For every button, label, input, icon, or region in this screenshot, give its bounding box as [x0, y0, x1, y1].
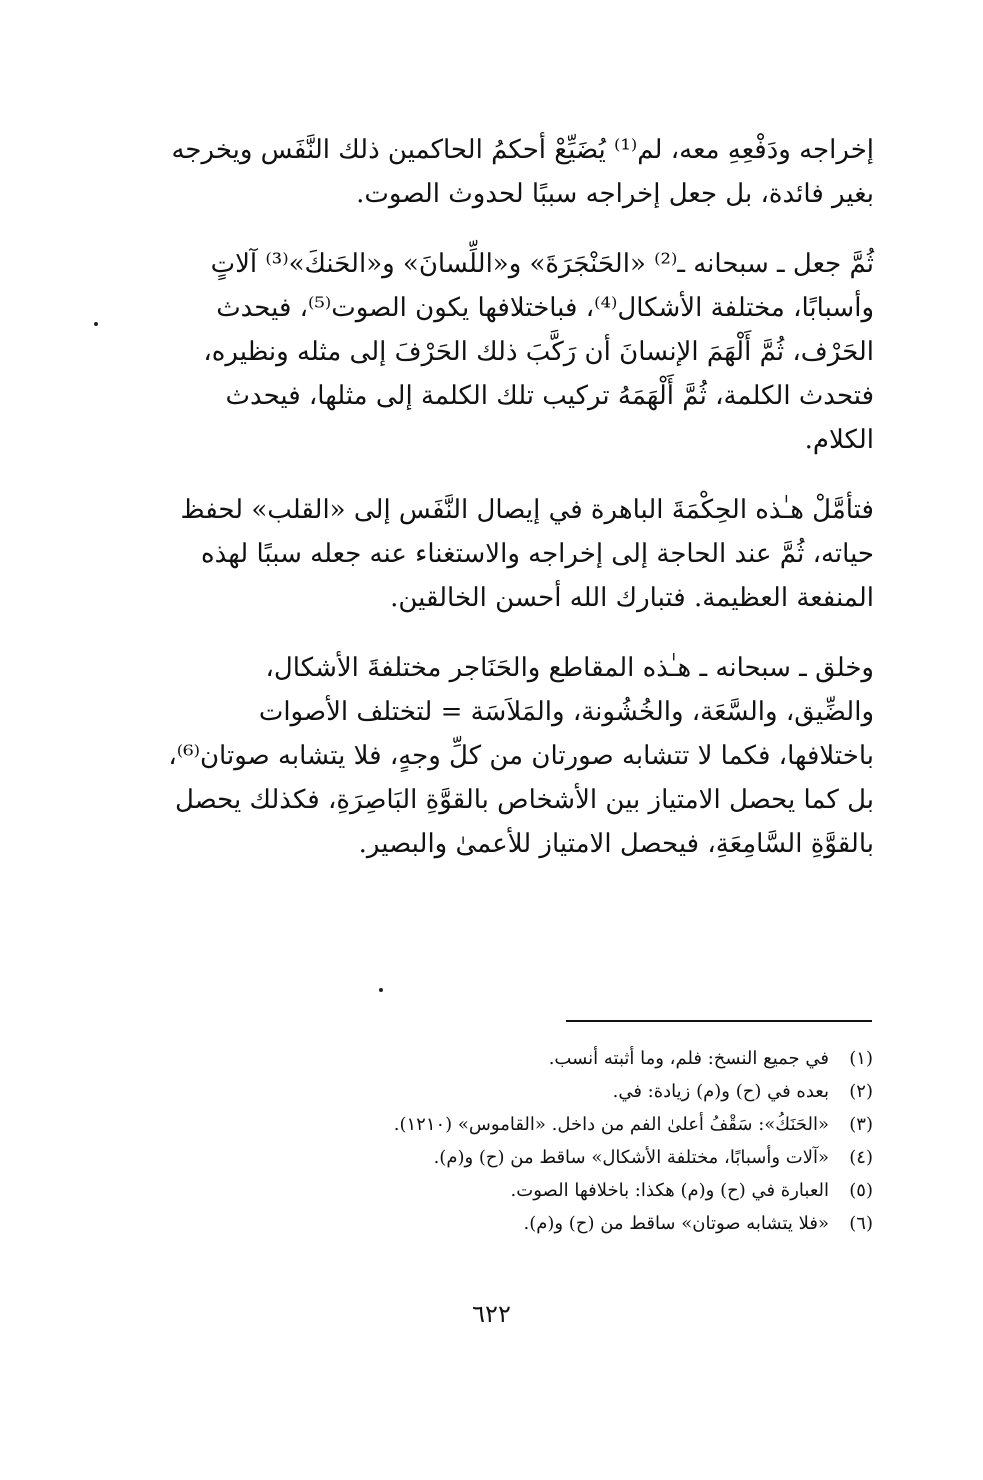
- footnote-item: [113, 1174, 873, 1207]
- text-line: حياته، ثُمَّ عند الحاجة إلى إخراجه والاستغناء عنه جعله سببًا لهذه: [201, 539, 874, 569]
- footnote-text: «آلات وأسبابًا، مختلفة الأشكال» ساقط من (ح) و(م).: [433, 1147, 829, 1168]
- footnote-number: (٣): [849, 1114, 873, 1135]
- footnote-text: «الحَنَكُ»: سَقْفُ أعلىٰ الفم من داخل. «القاموس» (١٢١٠).: [393, 1114, 829, 1135]
- footnote-number: (٥): [849, 1180, 873, 1201]
- footnote-text: «فلا يتشابه صوتان» ساقط من (ح) و(م).: [523, 1213, 829, 1234]
- paragraph-3: [104, 488, 874, 620]
- footnote-number: (٤): [849, 1147, 873, 1168]
- text-line: وخلق ـ سبحانه ـ هـٰذه المقاطع والحَنَاجر مختلفةَ الأشكال،: [265, 653, 874, 683]
- footnote-text: بعده في (ح) و(م) زيادة: في.: [612, 1081, 829, 1102]
- footnote-number: (٢): [849, 1081, 873, 1102]
- paragraph-1: [104, 128, 874, 216]
- footnote-number: (١): [849, 1048, 873, 1069]
- text-line: فتحدث الكلمة، ثُمَّ أَلْهَمَهُ تركيب تلك الكلمة إلى مثلها، فيحدث: [225, 381, 874, 411]
- footnote-item: [113, 1042, 873, 1075]
- main-text: [104, 128, 874, 892]
- footnote-number: (٦): [849, 1213, 873, 1234]
- text-line: باختلافها، فكما لا تتشابه صورتان من كلِّ وجهٍ، فلا يتشابه صوتان⁽⁶⁾،: [168, 741, 874, 771]
- text-line: إخراجه ودَفْعِهِ معه، لم⁽¹⁾ يُضَيِّعْ أحكمُ الحاكمين ذلك النَّفَس ويخرجه: [171, 135, 874, 165]
- text-line: الحَرْف، ثُمَّ أَلْهَمَ الإنسانَ أن رَكَّبَ ذلك الحَرْفَ إلى مثله ونظيره،: [203, 337, 874, 367]
- text-line: بغير فائدة، بل جعل إخراجه سببًا لحدوث الصوت.: [356, 179, 874, 209]
- paragraph-2: [104, 242, 874, 462]
- footnote-item: [113, 1075, 873, 1108]
- text-line: بل كما يحصل الامتياز بين الأشخاص بالقوَّةِ البَاصِرَةِ، فكذلك يحصل: [174, 785, 874, 815]
- footnote-text: العبارة في (ح) و(م) هكذا: باخلافها الصوت.: [510, 1180, 829, 1201]
- stray-dot: [379, 988, 383, 992]
- footnote-item: [113, 1108, 873, 1141]
- text-line: بالقوَّةِ السَّامِعَةِ، فيحصل الامتياز للأعمىٰ والبصير.: [358, 829, 874, 859]
- text-line: وأسبابًا، مختلفة الأشكال⁽⁴⁾، فباختلافها يكون الصوت⁽⁵⁾، فيحدث: [216, 293, 874, 323]
- footnote-text: في جميع النسخ: فلم، وما أثبته أنسب.: [548, 1048, 829, 1069]
- stray-dot: [94, 322, 98, 326]
- text-line: ثُمَّ جعل ـ سبحانه ـ⁽²⁾ «الحَنْجَرَةَ» و«اللِّسانَ» و«الحَنكَ»⁽³⁾ آلاتٍ: [210, 249, 874, 279]
- footnote-item: [113, 1141, 873, 1174]
- page-number: ٦٢٢: [472, 1300, 511, 1328]
- text-line: الكلام.: [804, 425, 874, 455]
- footnote-item: [113, 1207, 873, 1240]
- footnote-divider: [566, 1020, 872, 1022]
- text-line: والضِّيق، والسَّعَة، والخُشُونة، والمَلاَسَة = لتختلف الأصوات: [258, 697, 874, 727]
- text-line: المنفعة العظيمة. فتبارك الله أحسن الخالقين.: [390, 583, 874, 613]
- text-line: فتأمَّلْ هـٰذه الحِكْمَةَ الباهرة في إيصال النَّفَس إلى «القلب» لحفظ: [180, 495, 874, 525]
- footnotes: [113, 1042, 873, 1240]
- paragraph-4: [104, 646, 874, 866]
